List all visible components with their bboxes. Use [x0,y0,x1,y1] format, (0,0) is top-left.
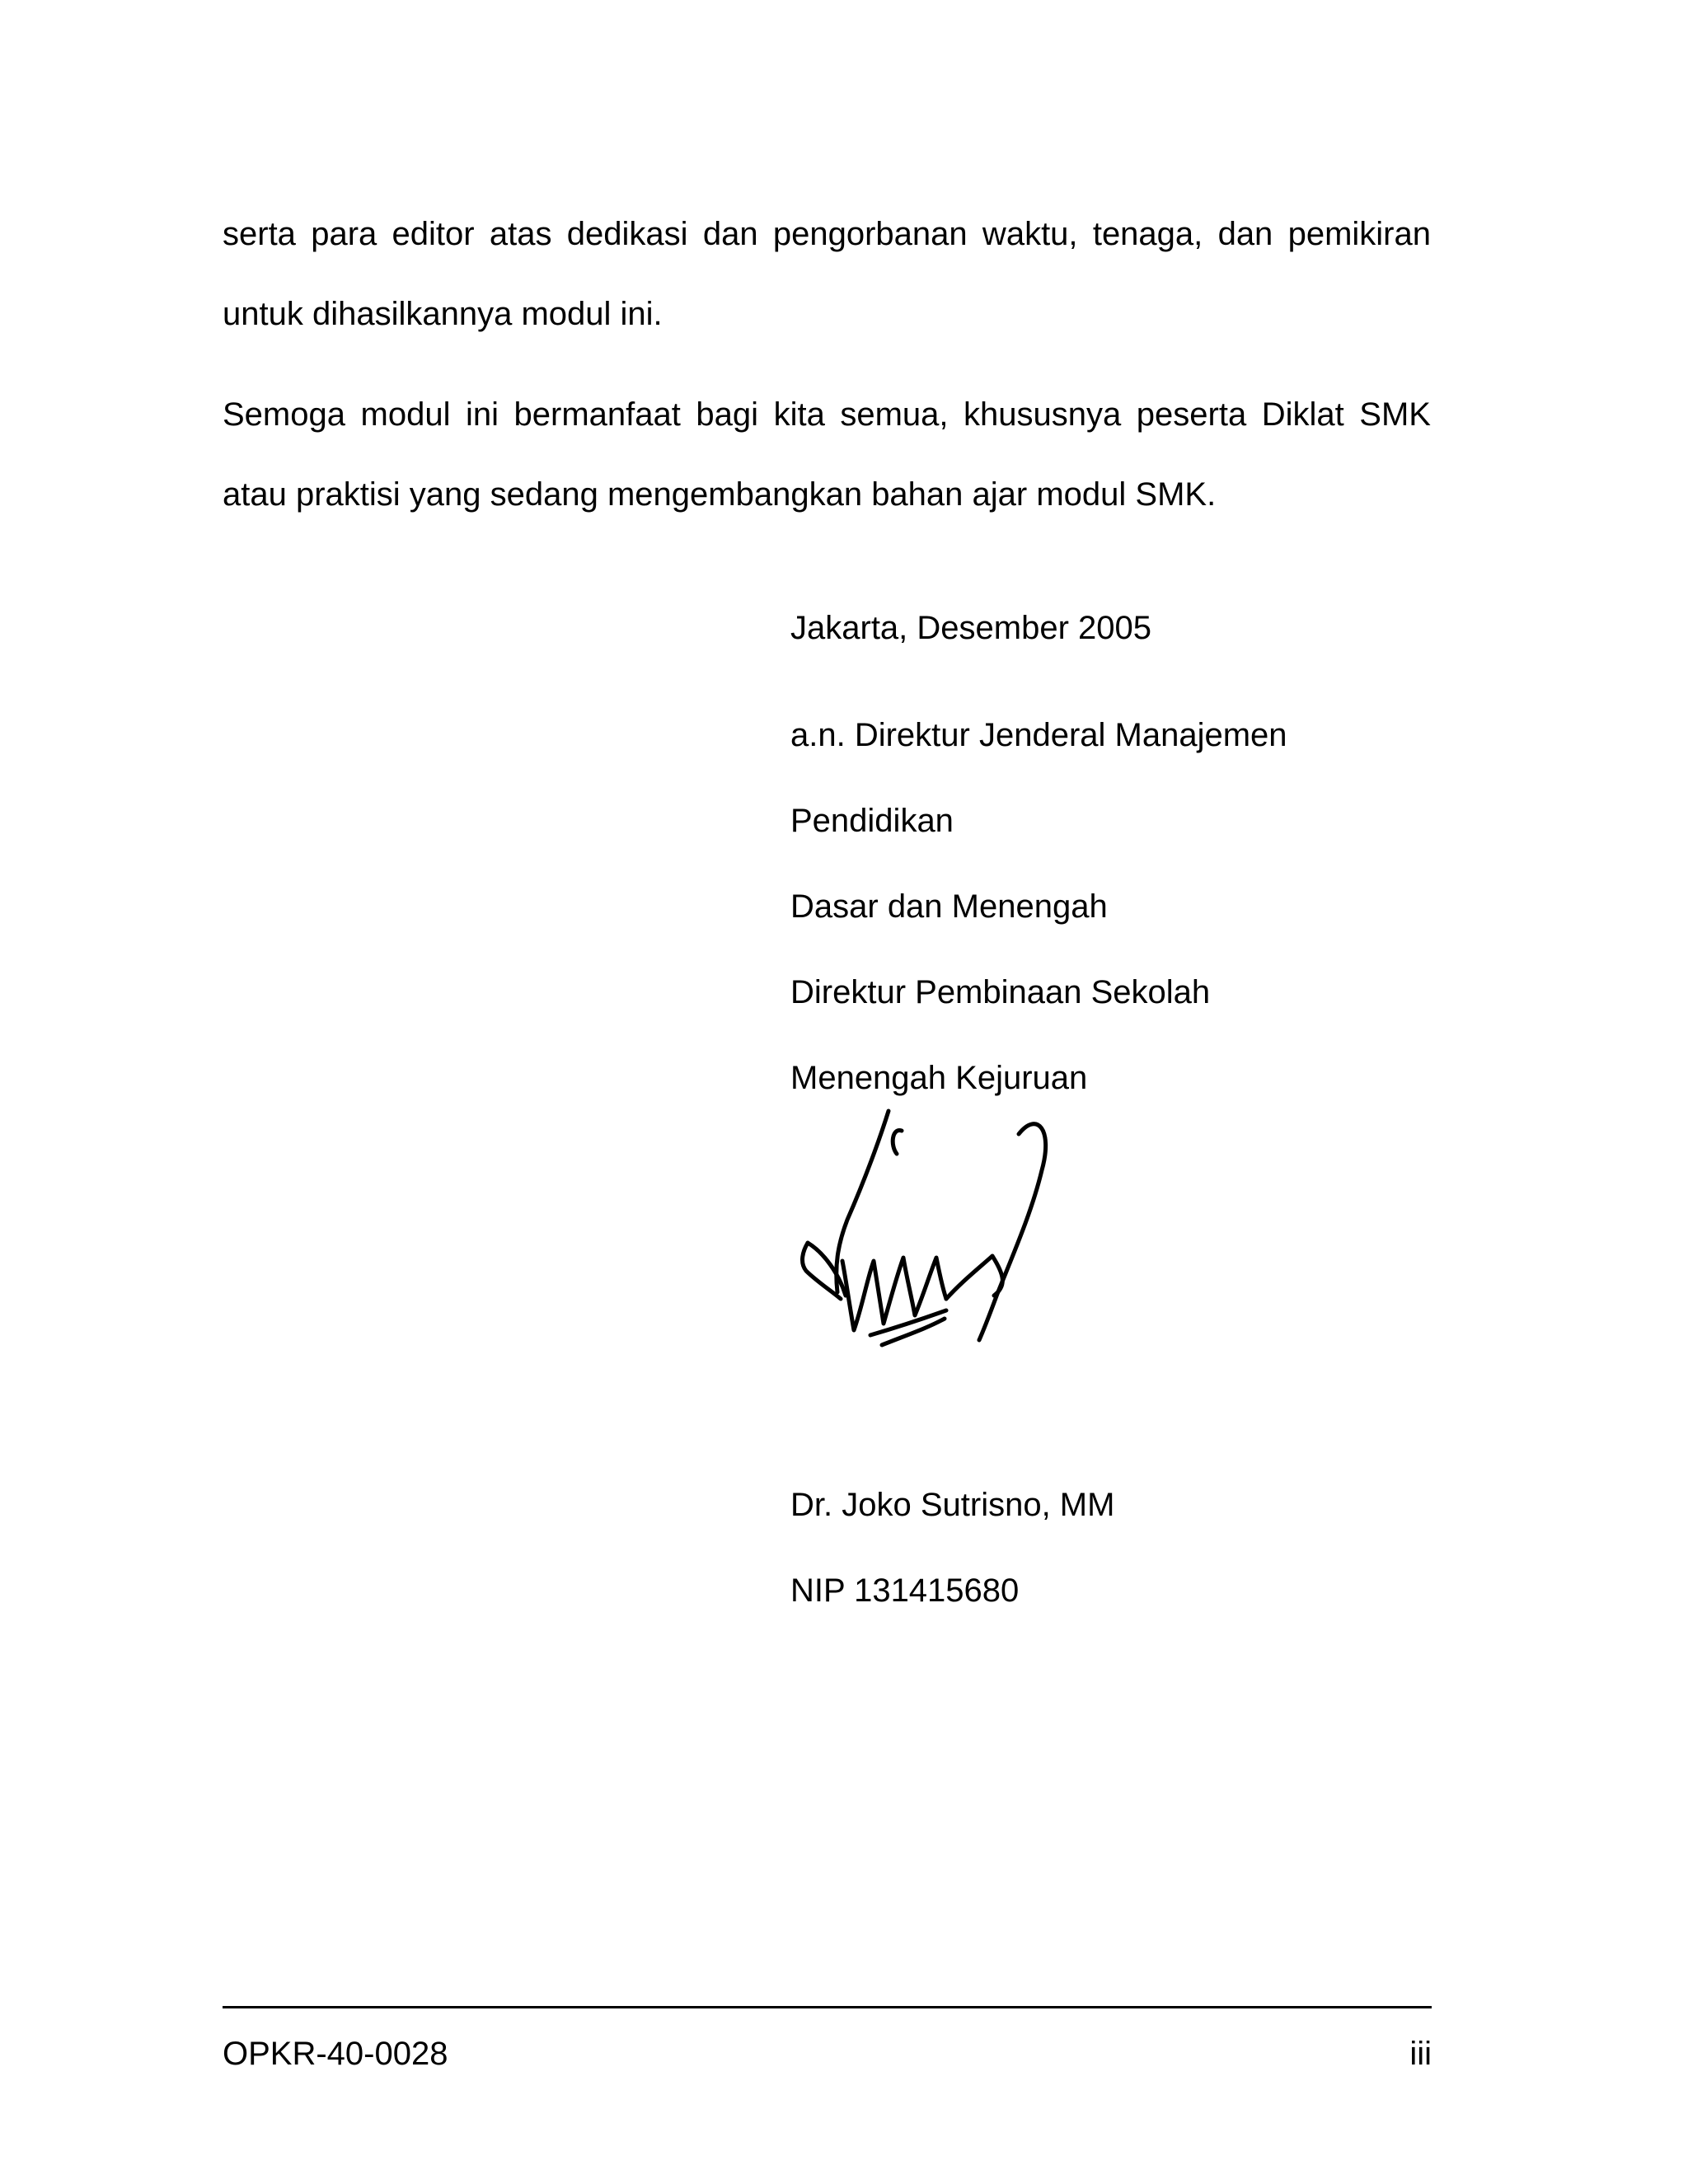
signatory-nip: NIP 131415680 [790,1572,1020,1609]
paragraph-closing: Semoga modul ini bermanfaat bagi kita semua, khususnya peserta Diklat SMK atau praktisi yang sedang mengembangkan bahan ajar modul SMK. [223,396,1431,513]
position-line: Pendidikan [790,803,954,839]
position-line: Menengah Kejuruan [790,1060,1088,1096]
position-line: a.n. Direktur Jenderal Manajemen [790,717,1287,753]
place-date: Jakarta, Desember 2005 [790,610,1152,646]
signatory-name: Dr. Joko Sutrisno, MM [790,1487,1115,1523]
position-line: Direktur Pembinaan Sekolah [790,974,1211,1010]
footer-document-code: OPKR-40-0028 [223,2036,448,2072]
footer-divider [223,2006,1432,2008]
position-line: Dasar dan Menengah [790,888,1108,925]
footer-page-number: iii [1409,2036,1432,2072]
paragraph-acknowledgement: serta para editor atas dedikasi dan pengorbanan waktu, tenaga, dan pemikiran untuk dihasilkannya modul ini. [223,216,1431,332]
handwritten-signature [791,1088,1096,1360]
